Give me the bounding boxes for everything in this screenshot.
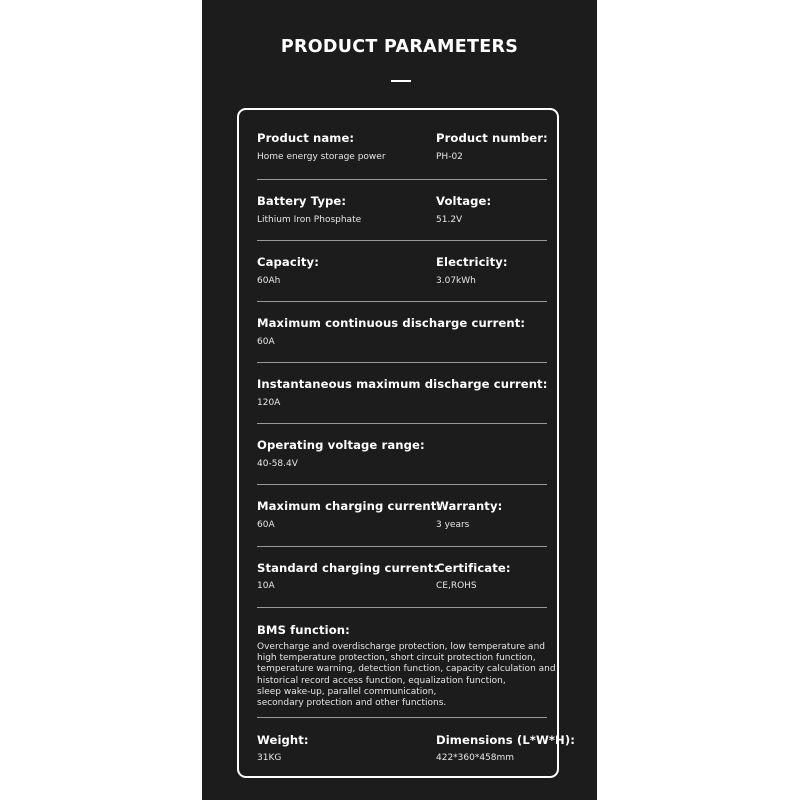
dimensions-label: Dimensions (L*W*H):: [436, 733, 575, 747]
max-continuous-discharge-label: Maximum continuous discharge current:: [257, 316, 526, 330]
electricity-label: Electricity:: [436, 255, 508, 269]
warranty-label: Warranty:: [436, 499, 503, 513]
operating-voltage-label: Operating voltage range:: [257, 438, 425, 452]
dimensions-value: 422*360*458mm: [436, 753, 515, 763]
warranty-value: 3 years: [436, 520, 470, 530]
product-number-value: PH-02: [436, 152, 463, 162]
bms-function-label: BMS function:: [257, 623, 350, 637]
weight-value: 31KG: [257, 753, 282, 763]
product-number-label: Product number:: [436, 131, 548, 145]
capacity-value: 60Ah: [257, 276, 281, 286]
bms-line: Overcharge and overdischarge protection, low temperature and: [257, 642, 545, 652]
divider: [257, 179, 547, 180]
instant-max-discharge-label: Instantaneous maximum discharge current:: [257, 377, 548, 391]
title-underline: [391, 80, 411, 82]
battery-type-value: Lithium Iron Phosphate: [257, 215, 362, 225]
divider: [257, 546, 547, 547]
divider: [257, 607, 547, 608]
bms-function-description: [257, 642, 557, 709]
bms-line: sleep wake-up, parallel communication,: [257, 686, 437, 697]
max-continuous-discharge-value: 60A: [257, 337, 275, 347]
bms-line: historical record access function, equalization function,: [257, 675, 506, 686]
electricity-value: 3.07kWh: [436, 276, 476, 286]
product-name-value: Home energy storage power: [257, 152, 386, 162]
voltage-label: Voltage:: [436, 194, 492, 208]
voltage-value: 51.2V: [436, 215, 463, 225]
divider: [257, 484, 547, 485]
standard-charging-current-label: Standard charging current:: [257, 561, 439, 575]
page-title: PRODUCT PARAMETERS: [280, 37, 519, 57]
bms-line: temperature warning, detection function, capacity calculation and: [257, 664, 556, 675]
divider: [257, 301, 547, 302]
divider: [257, 423, 547, 424]
capacity-label: Capacity:: [257, 255, 319, 269]
instant-max-discharge-value: 120A: [257, 398, 281, 408]
max-charging-current-label: Maximum charging current:: [257, 499, 442, 513]
spec-panel: [202, 0, 597, 800]
standard-charging-current-value: 10A: [257, 581, 275, 591]
bms-line: high temperature protection, short circuit protection function,: [257, 653, 536, 664]
weight-label: Weight:: [257, 733, 309, 747]
divider: [257, 717, 547, 718]
certificate-label: Certificate:: [436, 561, 511, 575]
bms-line: secondary protection and other functions.: [257, 698, 447, 709]
operating-voltage-value: 40-58.4V: [257, 459, 298, 469]
divider: [257, 240, 547, 241]
parameters-card: [237, 108, 575, 778]
product-name-label: Product name:: [257, 131, 355, 145]
battery-type-label: Battery Type:: [257, 194, 347, 208]
divider: [257, 362, 547, 363]
max-charging-current-value: 60A: [257, 520, 275, 530]
certificate-value: CE,ROHS: [436, 581, 477, 591]
